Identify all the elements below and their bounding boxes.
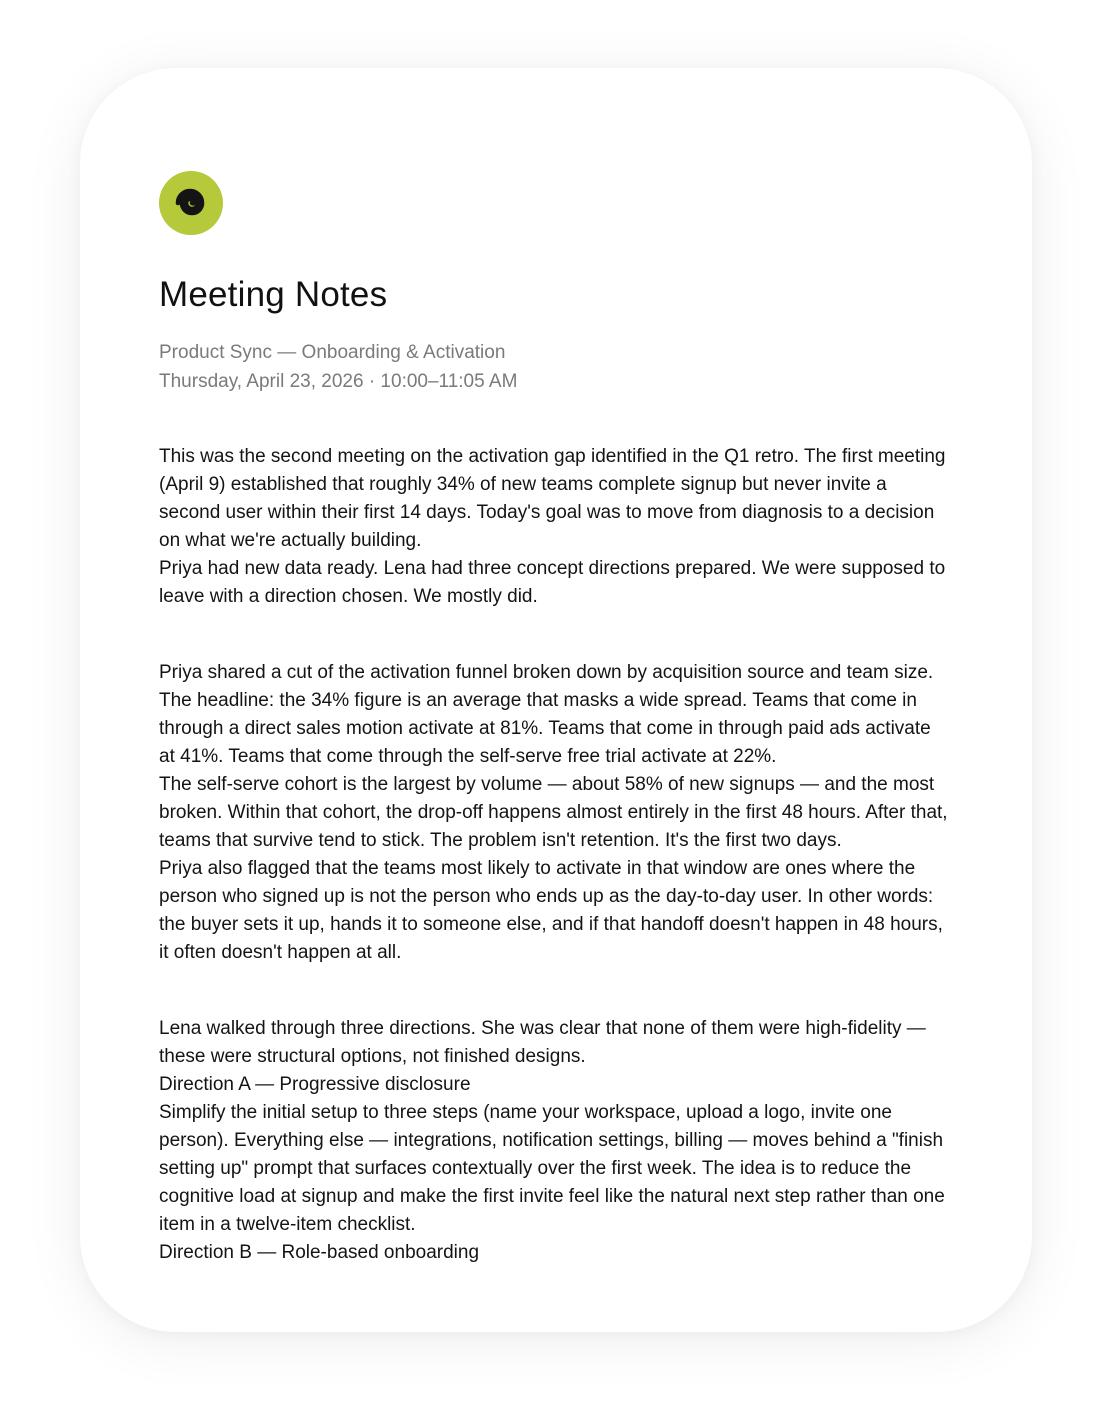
paragraph: Priya also flagged that the teams most likely to activate in that window are ones where the person who signed up is not the person who ends up as the day-to-day user. In other words: the buyer sets it up, hands it to someone else, and if that handoff doesn't happen in 48 hours, it often doesn't happen at all.	[159, 858, 943, 963]
paragraph: The headline: the 34% figure is an average that masks a wide spread. Teams that come in through a direct sales motion activate at 81%. Teams that come in through paid ads activate at 41%. Teams that come through the self-serve free trial activate at 22%.	[159, 690, 931, 767]
paragraph: Simplify the initial setup to three steps (name your workspace, upload a logo, invite one person). Everything else — integrations, notification settings, billing — moves behind a "finish setting up" prompt that surfaces contextually over the first week. The idea is to reduce the cognitive load at signup and make the first invite feel like the natural next step rather than one item in a twelve-item checklist.	[159, 1102, 945, 1235]
meeting-meta	[159, 338, 949, 396]
section-divider	[159, 611, 949, 659]
paragraph: Priya shared a cut of the activation funnel broken down by acquisition source and team size.	[159, 662, 934, 683]
section-divider	[159, 967, 949, 1015]
section-concept-directions	[159, 1015, 949, 1267]
document-card	[80, 68, 1032, 1332]
direction-b-heading: Direction B — Role-based onboarding	[159, 1242, 480, 1263]
meeting-subtitle: Product Sync — Onboarding & Activation	[159, 342, 506, 363]
document-content	[159, 171, 949, 1267]
meeting-datetime: Thursday, April 23, 2026 · 10:00–11:05 AM	[159, 371, 518, 392]
paragraph: Priya had new data ready. Lena had three concept directions prepared. We were supposed to leave with a direction chosen. We mostly did.	[159, 558, 946, 607]
spiral-logo-icon	[159, 171, 223, 235]
section-context	[159, 443, 949, 611]
page-title: Meeting Notes	[159, 275, 388, 314]
paragraph: Lena walked through three directions. She was clear that none of them were high-fidelity — these were structural options, not finished designs.	[159, 1018, 926, 1067]
paragraph: The self-serve cohort is the largest by volume — about 58% of new signups — and the most broken. Within that cohort, the drop-off happens almost entirely in the first 48 hours. After that, teams that survive tend to stick. The problem isn't retention. It's the first two days.	[159, 774, 948, 851]
paragraph: This was the second meeting on the activation gap identified in the Q1 retro. The first meeting (April 9) established that roughly 34% of new teams complete signup but never invite a second user within their first 14 days. Today's goal was to move from diagnosis to a decision on what we're actually building.	[159, 446, 946, 551]
notes-body	[159, 443, 949, 1267]
direction-a-heading: Direction A — Progressive disclosure	[159, 1074, 471, 1095]
section-data-review	[159, 659, 949, 967]
